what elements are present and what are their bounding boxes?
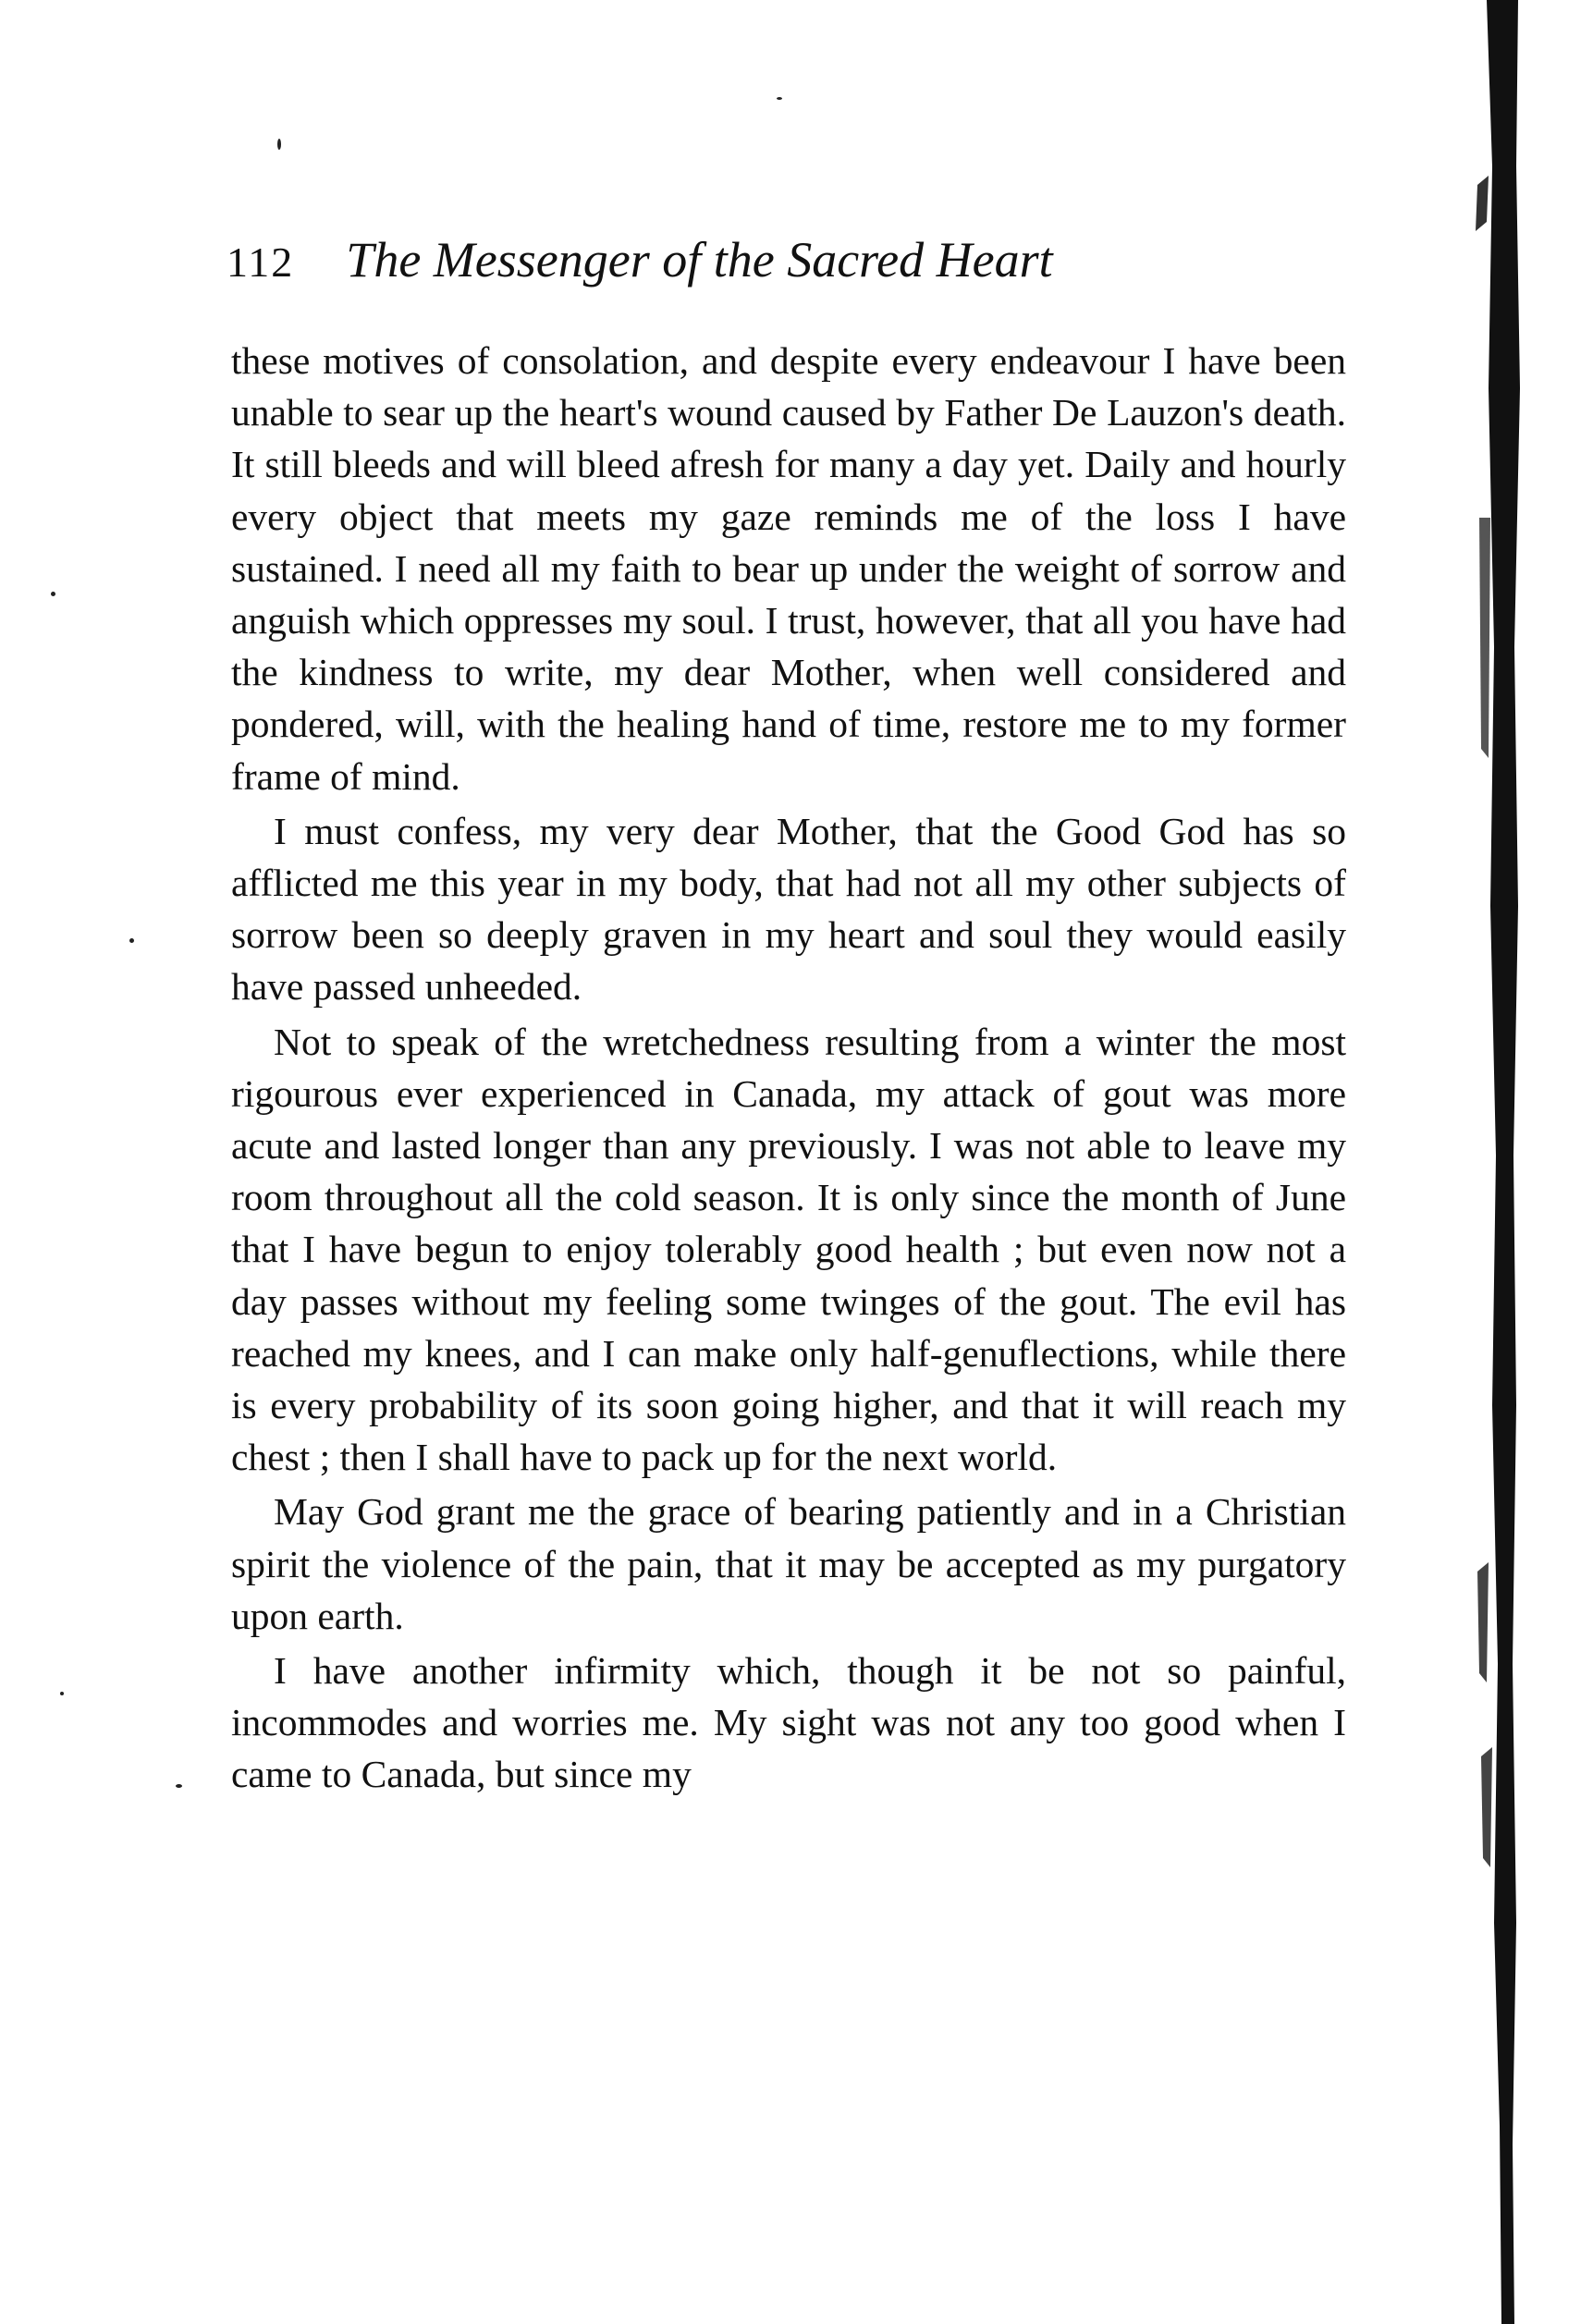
paragraph: I have another infirmity which, though it be not so painful, incommodes and worries me. My sight was not any too good when I came to Canada, but since my bbox=[231, 1649, 1346, 1796]
body-text bbox=[231, 335, 1346, 1804]
paragraph: Not to speak of the wretchedness resulting from a winter the most rigourous ever experienced in Canada, my attack of gout was more acute and lasted longer than any previously. I was not able to leave my room throughout all the cold season. It is only since the month of June that I have begun to enjoy tolerably good health ; but even now not a day passes without my feeling some twinges of the gout. The evil has reached my knees, and I can make only half-genuflections, while there is every probability of its soon going higher, and that it will reach my chest ; then I shall have to pack up for the next world. bbox=[231, 1020, 1346, 1479]
scan-speck bbox=[60, 1692, 64, 1695]
scan-speck bbox=[51, 592, 55, 596]
scanned-binding-edge bbox=[1461, 0, 1526, 2324]
scan-speck bbox=[176, 1784, 182, 1788]
paragraph: I must confess, my very dear Mother, that the Good God has so afflicted me this year in my body, that had not all my other subjects of sorrow been so deeply graven in my heart and soul they would easily have passed unheeded. bbox=[231, 809, 1346, 1009]
scan-speck bbox=[277, 139, 281, 150]
scan-speck bbox=[777, 97, 782, 100]
running-head bbox=[227, 231, 1207, 296]
paragraph: May God grant me the grace of bearing patiently and in a Christian spirit the violence of the pain, that it may be accepted as my purgatory upon earth. bbox=[231, 1490, 1346, 1637]
paragraph-continued: these motives of consolation, and despite every endeavour I have been unable to sear up the heart's wound caused by Father De Lauzon's death. It still bleeds and will bleed afresh for many a day yet. Daily and hourly every object that meets my gaze reminds me of the loss I have sustained. I need all my faith to bear up under the weight of sorrow and anguish which oppresses my soul. I trust, however, that all you have had the kindness to write, my dear Mother, when well considered and pondered, will, with the healing hand of time, restore me to my former frame of mind. bbox=[231, 339, 1346, 798]
running-title: The Messenger of the Sacred Heart bbox=[346, 232, 1053, 287]
scan-speck bbox=[129, 938, 134, 943]
page-number: 112 bbox=[227, 239, 295, 286]
